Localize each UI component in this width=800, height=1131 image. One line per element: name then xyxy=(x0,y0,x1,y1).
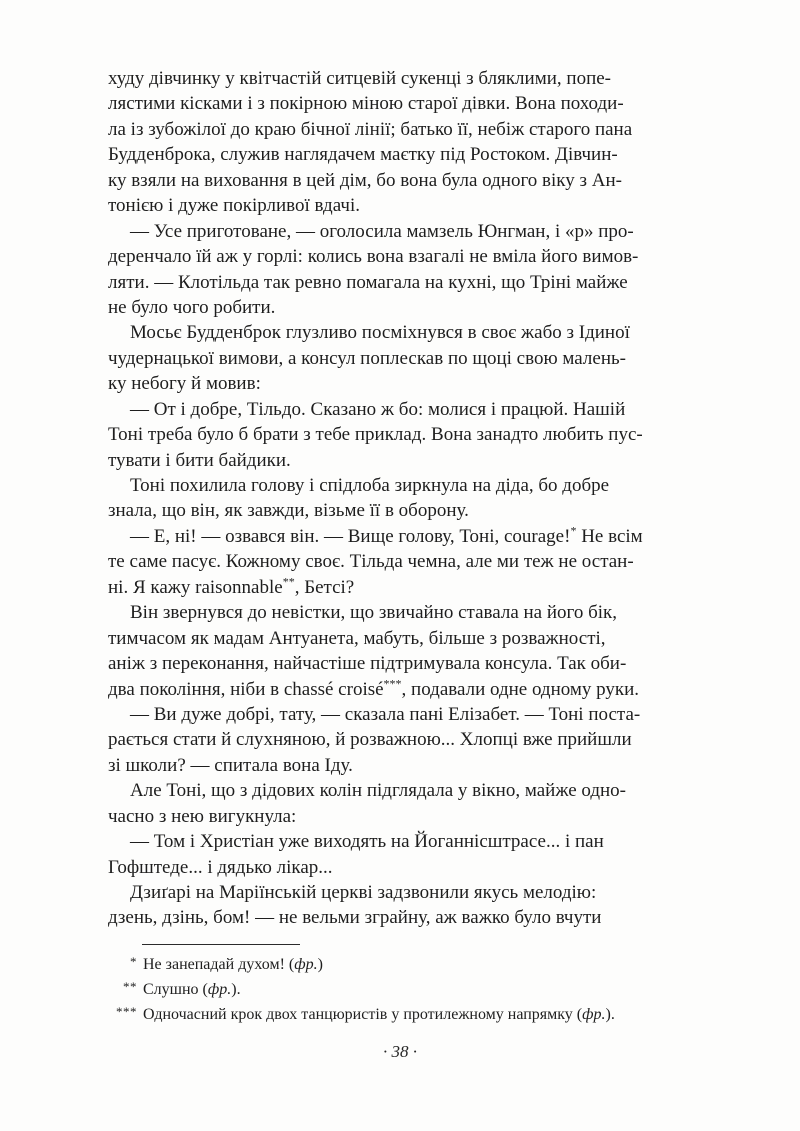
text-line: ляти. — Клотільда так ревно помагала на кухні, що Тріні майже xyxy=(108,271,628,293)
footnotes-list xyxy=(108,952,690,1027)
paragraph xyxy=(108,473,690,524)
text-line: чудернацької вимови, а консул поплескав по щоці свою малень- xyxy=(108,347,626,369)
text-line: аніж з переконання, найчастіше підтримувала консула. Так оби- xyxy=(108,653,627,675)
text-line: тимчасом як мадам Антуанета, мабуть, більше з розважності, xyxy=(108,627,606,649)
text-line: знала, що він, як завжди, візьме її в оборону. xyxy=(108,500,469,522)
text-line: ла із зубожілої до краю бічної лінії; батько її, небіж старого пана xyxy=(108,118,633,140)
text-line: деренчало їй аж у горлі: колись вона взагалі не вміла його вимов- xyxy=(108,246,639,268)
footnote-marker: ** xyxy=(123,979,137,994)
footnote-text: Слушно (фр.). xyxy=(143,981,241,998)
text-line: тувати і бити байдики. xyxy=(108,449,291,471)
text-line: худу дівчинку у квітчастій ситцевій сукенці з бляклими, попе- xyxy=(108,68,611,89)
text-line: Будденброка, служив наглядачем маєтку під Ростоком. Дівчин- xyxy=(108,144,618,166)
footnote-text: Не занепадай духом! (фр.) xyxy=(143,956,323,973)
paragraph xyxy=(108,778,690,829)
footnote xyxy=(108,952,690,977)
footnote-divider xyxy=(142,944,300,945)
text-line: Мосьє Будденброк глузливо посміхнувся в своє жабо з Ідиної xyxy=(130,322,630,344)
paragraph xyxy=(108,524,690,600)
text-line: зі школи? — спитала вона Іду. xyxy=(108,754,353,776)
text-line: не було чого робити. xyxy=(108,296,276,318)
text-line: — От і добре, Тільдо. Сказано ж бо: молися і працюй. Нашій xyxy=(130,398,626,420)
text-line: Тоні похилила голову і спідлоба зиркнула на діда, бо добре xyxy=(130,475,610,496)
paragraph xyxy=(108,397,690,473)
text-line: Гофштеде... і дядько лікар... xyxy=(108,856,333,878)
text-line: часно з нею вигукнула: xyxy=(108,805,297,827)
paragraph xyxy=(108,219,690,321)
footnote-marker: *** xyxy=(116,1004,137,1019)
text-line: рається стати й слухняною, й розважною... Хлопці вже прийшли xyxy=(108,729,632,751)
page-number: · 38 · xyxy=(383,1042,417,1061)
text-line: Тоні треба було б брати з тебе приклад. Вона занадто любить пус- xyxy=(108,424,643,446)
paragraph xyxy=(108,320,690,396)
text-line: два покоління, ніби в chassé croisé***, подавали одне одному руки. xyxy=(108,676,640,700)
text-line: — Ви дуже добрі, тату, — сказала пані Елізабет. — Тоні поста- xyxy=(130,703,641,725)
text-line: Але Тоні, що з дідових колін підглядала у вікно, майже одно- xyxy=(130,780,627,802)
text-line: лястими кісками і з покірною міною старої дівки. Вона походи- xyxy=(108,93,624,115)
footnote xyxy=(108,977,690,1002)
text-line: ку небогу й мовив: xyxy=(108,373,261,395)
paragraph xyxy=(108,880,690,931)
text-line: ку взяли на виховання в цей дім, бо вона була одного віку з Ан- xyxy=(108,169,622,191)
footnote xyxy=(108,1002,690,1027)
text-line: — Усе приготоване, — оголосила мамзель Юнгман, і «р» про- xyxy=(130,220,634,242)
text-line: Він звернувся до невістки, що звичайно ставала на його бік, xyxy=(130,602,618,624)
paragraph xyxy=(108,66,690,219)
text-line: ні. Я кажу raisonnable**, Бетсі? xyxy=(108,574,355,598)
text-line: Дзиґарі на Маріїнській церкві задзвонили якусь мелодію: xyxy=(130,882,597,903)
text-line: — Е, ні! — озвався він. — Вище голову, Тоні, courage!* Не всім xyxy=(130,523,643,547)
text-line: дзень, дзінь, бом! — не вельми зграйну, аж важко було вчути xyxy=(108,907,602,929)
footnotes-section xyxy=(108,944,690,1027)
text-line: те саме пасує. Кожному своє. Тільда чемна, але ми теж не остан- xyxy=(108,551,634,573)
paragraph xyxy=(108,702,690,778)
text-line: — Том і Христіан уже виходять на Йоганнісштрасе... і пан xyxy=(130,831,604,853)
text-line: тонією і дуже покірливої вдачі. xyxy=(108,195,360,217)
footnote-marker: * xyxy=(130,954,137,969)
paragraph xyxy=(108,829,690,880)
paragraph xyxy=(108,600,690,702)
footnote-text: Одночасний крок двох танцюристів у протилежному напрямку (фр.). xyxy=(143,1006,615,1023)
text-block xyxy=(108,66,690,931)
